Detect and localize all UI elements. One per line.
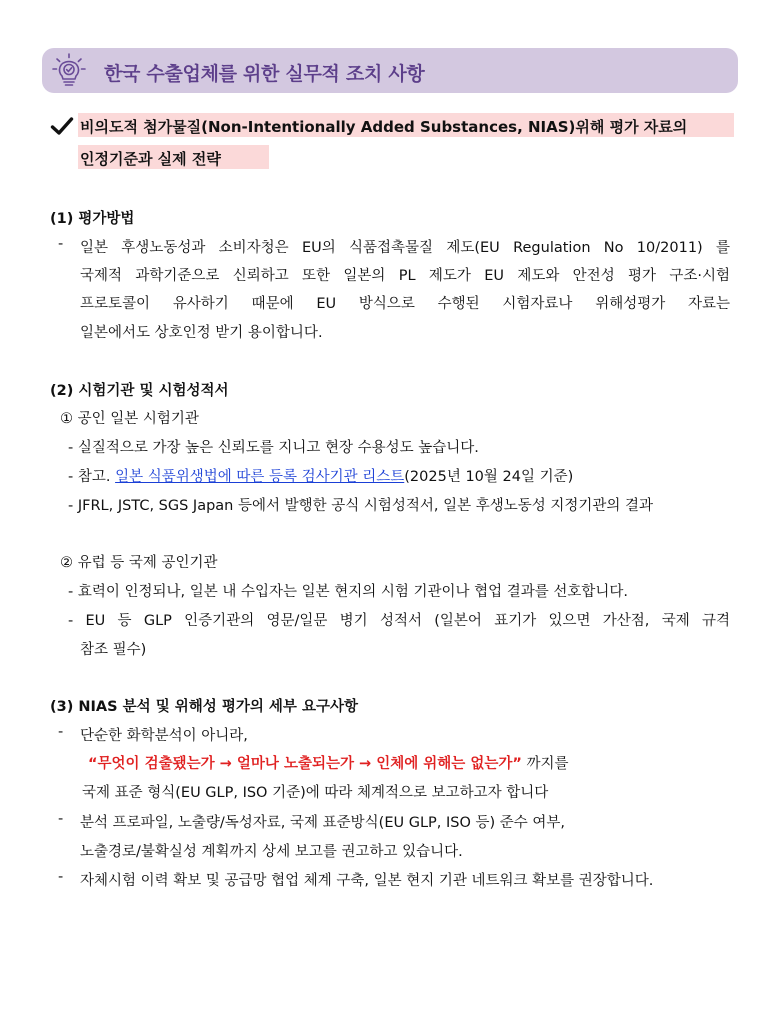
checkmark-icon — [50, 114, 74, 138]
section-title: (2) 시험기관 및 시험성적서 — [50, 383, 229, 399]
quote-suffix: 까지를 — [521, 756, 569, 772]
list-item-suffix: (2025년 10월 24일 기준) — [404, 469, 574, 485]
page-title: 한국 수출업체를 위한 실무적 조치 사항 — [104, 63, 425, 85]
paragraph-line: 국제적 과학기준으로 신뢰하고 또한 일본의 PL 제도가 EU 제도와 안전성 평가 구조·시험 — [80, 268, 730, 284]
lightbulb-check-icon — [51, 52, 87, 88]
paragraph-line: 일본 후생노동성과 소비자청은 EU의 식품접촉물질 제도(EU Regulation No 10/2011) 를 — [80, 240, 730, 256]
list-item: - 효력이 인정되나, 일본 내 수입자는 일본 현지의 시험 기관이나 협업 결과를 선호합니다. — [68, 584, 629, 600]
list-item: 자체시험 이력 확보 및 공급망 협업 체계 구축, 일본 현지 기관 네트워크 확보를 권장합니다. — [80, 873, 654, 889]
registered-labs-link[interactable]: 일본 식품위생법에 따른 등록 검사기관 리스트 — [115, 469, 405, 485]
highlighted-quote: “무엇이 검출됐는가 → 얼마나 노출되는가 → 인체에 위해는 없는가” — [88, 756, 522, 772]
bullet-dash: - — [58, 236, 64, 252]
list-item — [68, 465, 573, 486]
section-title: (3) NIAS 분석 및 위해성 평가의 세부 요구사항 — [50, 699, 358, 715]
headline-line: 비의도적 첨가물질(Non-Intentionally Added Substances, NIAS)위해 평가 자료의 — [80, 118, 688, 136]
paragraph-line: 일본에서도 상호인정 받기 용이합니다. — [80, 325, 323, 341]
list-item: 단순한 화학분석이 아니라, — [80, 728, 248, 744]
list-item: - JFRL, JSTC, SGS Japan 등에서 발행한 공식 시험성적서, 일본 후생노동성 지정기관의 결과 — [68, 498, 654, 514]
subsection-title: ① 공인 일본 시험기관 — [60, 411, 199, 427]
paragraph-line: 프로토콜이 유사하기 때문에 EU 방식으로 수행된 시험자료나 위해성평가 자료는 — [80, 296, 730, 312]
list-item: - EU 등 GLP 인증기관의 영문/일문 병기 성적서 (일본어 표기가 있으면 가산점, 국제 규격 — [68, 613, 730, 629]
quote-line — [88, 752, 569, 773]
bullet-dash: - — [58, 724, 64, 740]
list-item-continuation: 노출경로/불확실성 계획까지 상세 보고를 권고하고 있습니다. — [80, 844, 463, 860]
section-title: (1) 평가방법 — [50, 211, 135, 227]
list-item-continuation: 국제 표준 형식(EU GLP, ISO 기준)에 따라 체계적으로 보고하고자 합니다 — [82, 785, 549, 801]
list-item-continuation: 참조 필수) — [80, 642, 147, 658]
list-item-prefix: - 참고. — [68, 469, 116, 485]
bullet-dash: - — [58, 869, 64, 885]
subsection-title: ② 유럽 등 국제 공인기관 — [60, 555, 218, 571]
bullet-dash: - — [58, 811, 64, 827]
list-item: - 실질적으로 가장 높은 신뢰도를 지니고 현장 수용성도 높습니다. — [68, 440, 479, 456]
headline-line: 인정기준과 실제 전략 — [80, 150, 221, 168]
list-item: 분석 프로파일, 노출량/독성자료, 국제 표준방식(EU GLP, ISO 등) 준수 여부, — [80, 815, 566, 831]
